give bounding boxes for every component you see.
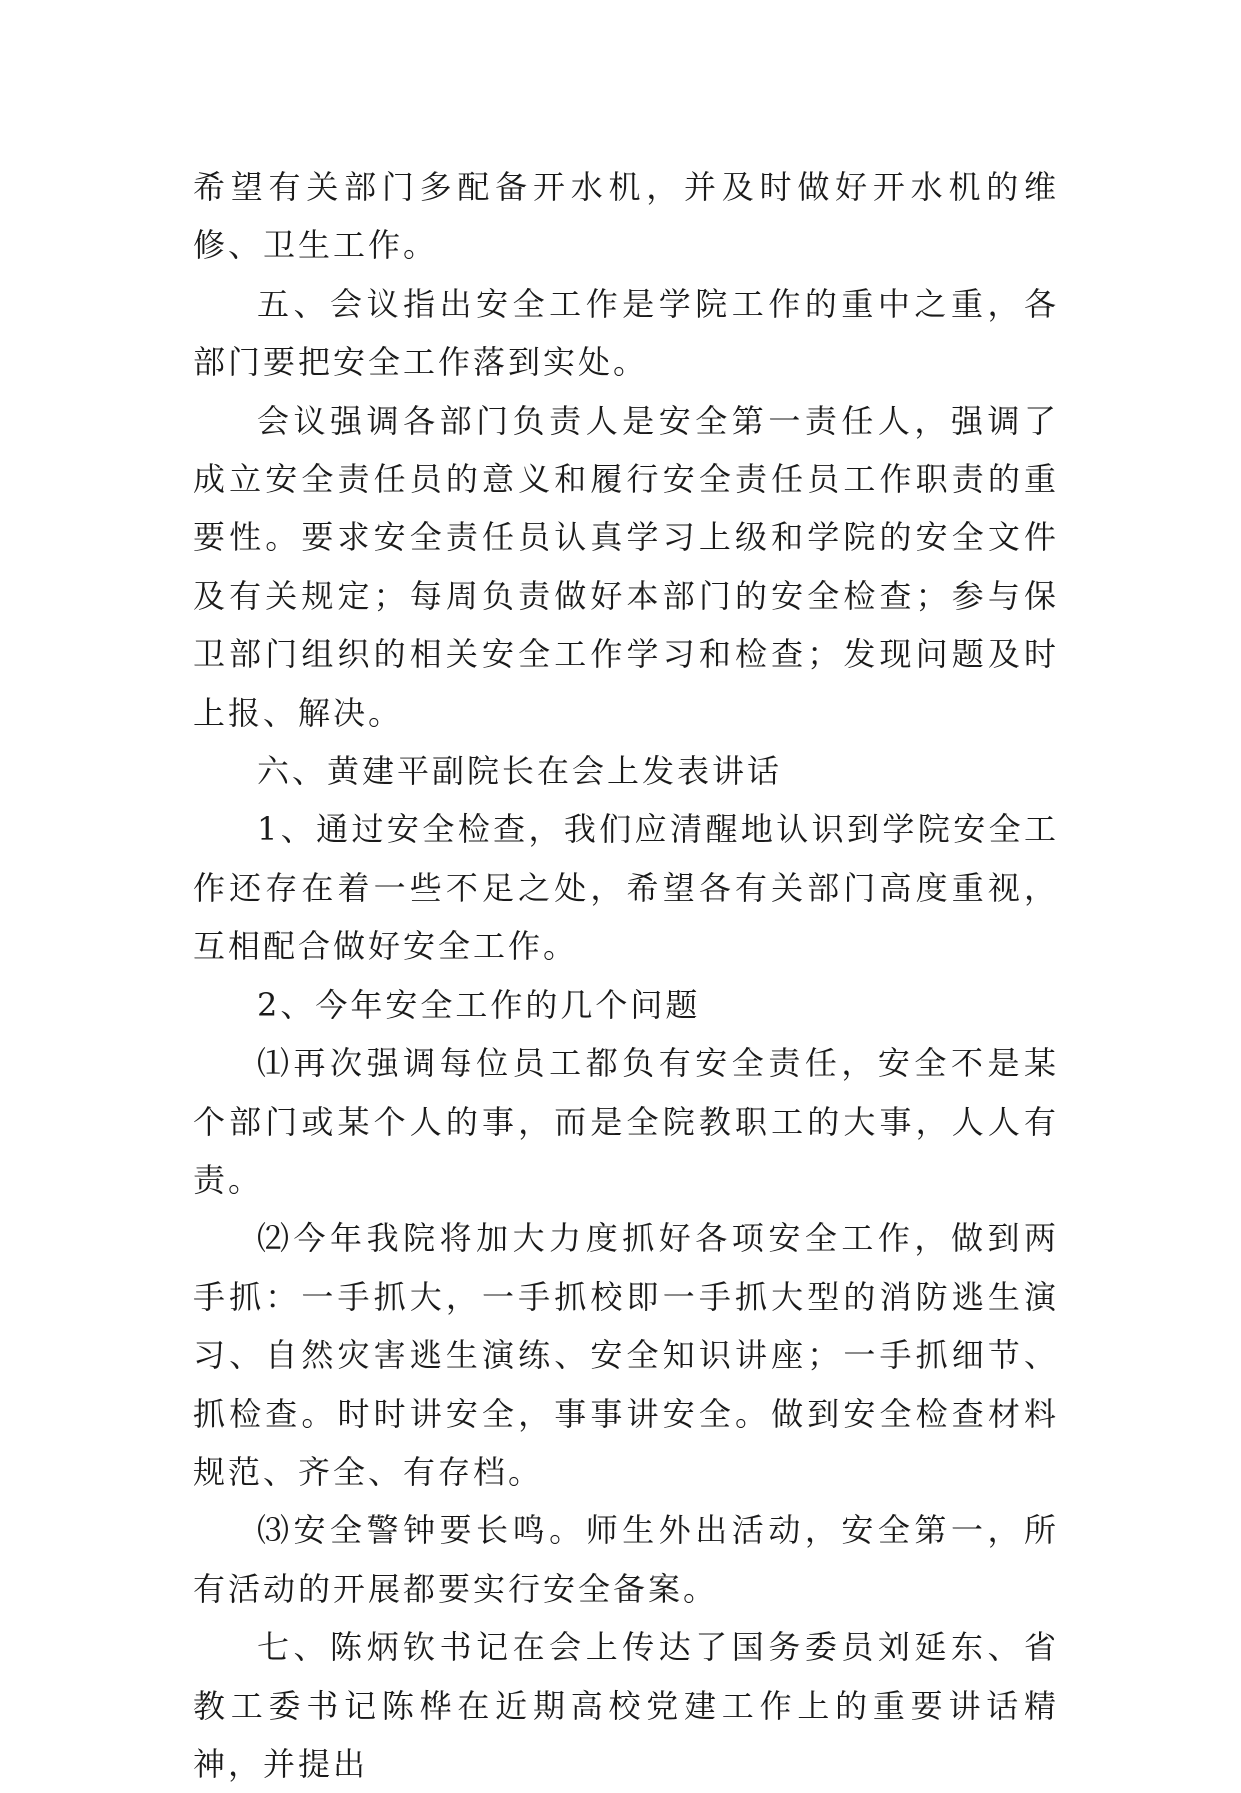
paragraph-8: ⑵今年我院将加大力度抓好各项安全工作，做到两手抓：一手抓大，一手抓校即一手抓大型的消防逃生演习、自然灾害逃生演练、安全知识讲座；一手抓细节、抓检查。时时讲安全，事事讲安全。做到安全检查材料规范、齐全、有存档。 — [193, 1219, 1059, 1491]
document-body — [193, 158, 1059, 1793]
paragraph-10: 七、陈炳钦书记在会上传达了国务委员刘延东、省教工委书记陈桦在近期高校党建工作上的重要讲话精神，并提出 — [193, 1628, 1059, 1783]
paragraph-6: 2、今年安全工作的几个问题 — [257, 985, 701, 1024]
paragraph-3: 会议强调各部门负责人是安全第一责任人，强调了成立安全责任员的意义和履行安全责任员工作职责的重要性。要求安全责任员认真学习上级和学院的安全文件及有关规定；每周负责做好本部门的安全检查；参与保卫部门组织的相关安全工作学习和检查；发现问题及时上报、解决。 — [193, 401, 1059, 732]
paragraph-2: 五、会议指出安全工作是学院工作的重中之重，各部门要把安全工作落到实处。 — [193, 284, 1059, 382]
paragraph-7: ⑴再次强调每位员工都负有安全责任，安全不是某个部门或某个人的事，而是全院教职工的大事，人人有责。 — [193, 1044, 1059, 1199]
paragraph-5: 1、通过安全检查，我们应清醒地认识到学院安全工作还存在着一些不足之处，希望各有关部门高度重视，互相配合做好安全工作。 — [193, 810, 1059, 966]
paragraph-9: ⑶安全警钟要长鸣。师生外出活动，安全第一，所有活动的开展都要实行安全备案。 — [193, 1511, 1059, 1608]
paragraph-1: 希望有关部门多配备开水机，并及时做好开水机的维修、卫生工作。 — [193, 168, 1059, 265]
paragraph-4: 六、黄建平副院长在会上发表讲话 — [257, 752, 783, 791]
